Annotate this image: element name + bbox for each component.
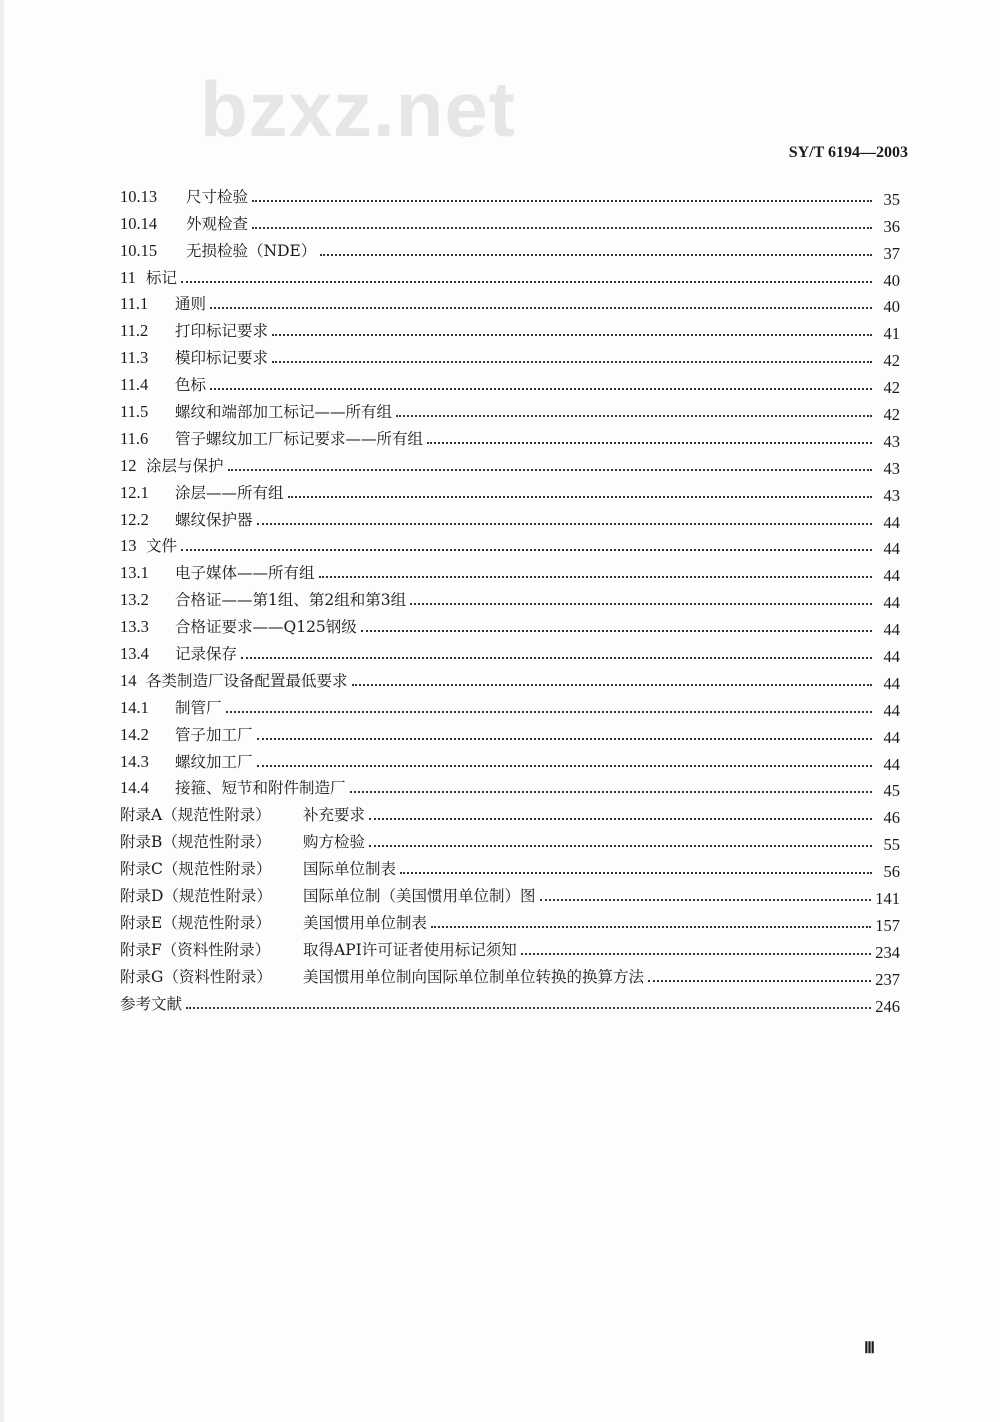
toc-entry-title: 国际单位制表 xyxy=(303,860,397,879)
dot-leader xyxy=(288,496,872,498)
toc-entry-page: 44 xyxy=(883,566,900,586)
dot-leader xyxy=(352,684,872,686)
toc-entry[interactable] xyxy=(120,798,900,828)
toc-entry-number: 14 xyxy=(120,670,137,690)
toc-entry-page: 44 xyxy=(883,620,900,640)
toc-entry-title: 色标 xyxy=(175,376,207,395)
toc-entry-title: 取得API许可证者使用标记须知 xyxy=(303,940,517,959)
toc-entry-title: 管子螺纹加工厂标记要求——所有组 xyxy=(175,429,424,448)
toc-entry-page: 234 xyxy=(875,942,900,962)
toc-entry-title: 打印标记要求 xyxy=(175,322,269,341)
toc-entry[interactable] xyxy=(120,852,900,882)
toc-entry-number: 14.2 xyxy=(120,724,149,744)
toc-entry-number: 11.3 xyxy=(120,348,149,368)
toc-entry-title: 涂层——所有组 xyxy=(175,483,284,502)
toc-entry-title: 标记 xyxy=(146,268,178,287)
toc-entry-number: 11.6 xyxy=(120,428,149,448)
toc-entry-title: 螺纹保护器 xyxy=(175,510,253,529)
dot-leader xyxy=(350,791,872,793)
toc-entry[interactable] xyxy=(120,422,900,449)
page-number: Ⅲ xyxy=(864,1340,876,1357)
toc-entry-number: 11.4 xyxy=(120,375,149,395)
toc-entry[interactable] xyxy=(120,207,900,234)
toc-entry-number: 12 xyxy=(120,455,137,475)
toc-entry[interactable] xyxy=(120,987,900,1014)
toc-entry[interactable] xyxy=(120,314,900,344)
dot-leader xyxy=(648,980,871,982)
toc-entry-number: 13.2 xyxy=(120,590,149,610)
table-of-contents xyxy=(120,180,900,1014)
toc-entry-title: 购方检验 xyxy=(303,833,366,852)
toc-entry-page: 40 xyxy=(883,297,900,317)
toc-entry-number: 附录A（规范性附录） xyxy=(120,806,271,825)
toc-entry-number: 附录F（资料性附录） xyxy=(120,940,271,959)
toc-entry-page: 46 xyxy=(883,808,900,828)
toc-entry-page: 141 xyxy=(875,889,900,909)
toc-entry-page: 157 xyxy=(875,915,900,935)
toc-entry-number: 10.14 xyxy=(120,213,158,233)
toc-entry-page: 43 xyxy=(883,458,900,478)
toc-entry[interactable] xyxy=(120,476,900,503)
dot-leader xyxy=(181,549,872,551)
toc-entry[interactable] xyxy=(120,879,900,909)
toc-entry-page: 35 xyxy=(883,189,900,209)
toc-entry-number: 11.1 xyxy=(120,294,149,314)
dot-leader xyxy=(369,818,872,820)
toc-entry-title: 各类制造厂设备配置最低要求 xyxy=(146,671,348,690)
toc-entry[interactable] xyxy=(120,637,900,667)
toc-entry-page: 246 xyxy=(875,996,900,1016)
toc-entry[interactable] xyxy=(120,261,900,288)
dot-leader xyxy=(320,254,872,256)
toc-entry-page: 42 xyxy=(883,378,900,398)
standard-code: SY/T 6194—2003 xyxy=(788,144,908,161)
toc-entry-title: 参考文献 xyxy=(120,994,183,1013)
toc-entry[interactable] xyxy=(120,341,900,371)
toc-entry[interactable] xyxy=(120,583,900,613)
toc-entry-page: 43 xyxy=(883,431,900,451)
toc-entry-number: 11.2 xyxy=(120,321,149,341)
dot-leader xyxy=(431,926,871,928)
toc-entry-number: 13.3 xyxy=(120,617,149,637)
toc-entry[interactable] xyxy=(120,718,900,745)
toc-entry-page: 45 xyxy=(883,781,900,801)
toc-entry-page: 237 xyxy=(875,969,900,989)
toc-entry-page: 55 xyxy=(883,835,900,855)
toc-entry-number: 11 xyxy=(120,267,136,287)
toc-entry[interactable] xyxy=(120,368,900,398)
toc-entry[interactable] xyxy=(120,180,900,207)
toc-entry-title: 模印标记要求 xyxy=(175,349,269,368)
watermark: bzxz.net xyxy=(200,65,516,153)
dot-leader xyxy=(319,576,872,578)
toc-entry-title: 外观检查 xyxy=(186,214,249,233)
toc-entry-page: 41 xyxy=(883,324,900,344)
toc-entry-page: 42 xyxy=(883,405,900,425)
toc-entry-page: 44 xyxy=(883,539,900,559)
toc-entry-page: 44 xyxy=(883,727,900,747)
toc-entry-title: 美国惯用单位制向国际单位制单位转换的换算方法 xyxy=(303,967,645,986)
toc-entry-title: 国际单位制（美国惯用单位制）图 xyxy=(303,887,536,906)
scan-edge xyxy=(0,0,4,1422)
toc-entry-page: 44 xyxy=(883,754,900,774)
toc-entry-page: 44 xyxy=(883,512,900,532)
toc-entry-number: 12.1 xyxy=(120,482,149,502)
dot-leader xyxy=(427,442,872,444)
toc-entry-number: 14.1 xyxy=(120,697,149,717)
toc-entry-number: 10.15 xyxy=(120,240,158,260)
dot-leader xyxy=(252,200,872,202)
dot-leader xyxy=(540,899,872,901)
toc-entry-title: 无损检验（NDE） xyxy=(186,241,317,260)
toc-entry-page: 43 xyxy=(883,485,900,505)
toc-entry-page: 56 xyxy=(883,862,900,882)
toc-entry-number: 附录C（规范性附录） xyxy=(120,860,272,879)
toc-entry-title: 接箍、短节和附件制造厂 xyxy=(175,779,346,798)
toc-entry[interactable] xyxy=(120,772,900,799)
toc-entry-title: 文件 xyxy=(146,537,178,556)
dot-leader xyxy=(252,227,872,229)
toc-entry[interactable] xyxy=(120,906,900,933)
dot-leader xyxy=(226,711,872,713)
toc-entry-number: 13.1 xyxy=(120,563,149,583)
dot-leader xyxy=(521,953,872,955)
toc-entry-number: 11.5 xyxy=(120,402,149,422)
toc-entry[interactable] xyxy=(120,960,900,987)
dot-leader xyxy=(228,469,872,471)
dot-leader xyxy=(241,657,872,659)
toc-entry-page: 44 xyxy=(883,700,900,720)
dot-leader xyxy=(361,630,872,632)
toc-entry-title: 螺纹和端部加工标记——所有组 xyxy=(175,403,393,422)
toc-entry[interactable] xyxy=(120,556,900,586)
toc-entry[interactable] xyxy=(120,664,900,691)
dot-leader xyxy=(186,1007,871,1009)
toc-entry-title: 电子媒体——所有组 xyxy=(175,564,315,583)
toc-entry-number: 10.13 xyxy=(120,186,158,206)
toc-entry-title: 尺寸检验 xyxy=(186,187,249,206)
toc-entry-page: 37 xyxy=(883,243,900,263)
toc-entry-title: 制管厂 xyxy=(175,698,222,717)
toc-entry[interactable] xyxy=(120,503,900,530)
toc-entry-number: 附录B（规范性附录） xyxy=(120,833,271,852)
toc-entry[interactable] xyxy=(120,745,900,772)
toc-entry[interactable] xyxy=(120,288,900,315)
dot-leader xyxy=(257,738,872,740)
dot-leader xyxy=(272,361,872,363)
toc-entry[interactable] xyxy=(120,395,900,425)
toc-entry[interactable] xyxy=(120,691,900,718)
dot-leader xyxy=(396,415,872,417)
toc-entry-title: 通则 xyxy=(175,295,207,314)
toc-entry-title: 补充要求 xyxy=(303,806,366,825)
toc-entry-number: 14.3 xyxy=(120,751,149,771)
toc-entry-title: 合格证——第1组、第2组和第3组 xyxy=(175,591,407,610)
toc-entry[interactable] xyxy=(120,234,900,261)
dot-leader xyxy=(181,281,872,283)
toc-entry-title: 记录保存 xyxy=(175,645,238,664)
dot-leader xyxy=(410,603,872,605)
dot-leader xyxy=(400,872,872,874)
toc-entry-page: 42 xyxy=(883,351,900,371)
toc-entry-number: 13 xyxy=(120,536,137,556)
toc-entry-title: 涂层与保护 xyxy=(146,456,224,475)
toc-entry-title: 螺纹加工厂 xyxy=(175,752,253,771)
toc-entry-number: 附录E（规范性附录） xyxy=(120,913,271,932)
toc-entry-title: 美国惯用单位制表 xyxy=(303,913,428,932)
toc-entry-page: 44 xyxy=(883,593,900,613)
toc-entry-number: 14.4 xyxy=(120,778,149,798)
toc-entry-page: 44 xyxy=(883,647,900,667)
toc-entry-number: 附录D（规范性附录） xyxy=(120,887,272,906)
toc-entry-title: 合格证要求——Q125钢级 xyxy=(175,618,357,637)
dot-leader xyxy=(272,334,872,336)
toc-entry[interactable] xyxy=(120,449,900,476)
toc-entry[interactable] xyxy=(120,825,900,855)
dot-leader xyxy=(210,307,872,309)
toc-entry-page: 36 xyxy=(883,216,900,236)
toc-entry-number: 附录G（资料性附录） xyxy=(120,967,272,986)
toc-entry[interactable] xyxy=(120,530,900,557)
dot-leader xyxy=(257,523,872,525)
toc-entry[interactable] xyxy=(120,933,900,960)
toc-entry[interactable] xyxy=(120,610,900,640)
dot-leader xyxy=(369,845,872,847)
toc-entry-page: 44 xyxy=(883,673,900,693)
dot-leader xyxy=(257,765,872,767)
toc-entry-title: 管子加工厂 xyxy=(175,725,253,744)
toc-entry-number: 12.2 xyxy=(120,509,149,529)
toc-entry-number: 13.4 xyxy=(120,644,149,664)
dot-leader xyxy=(210,388,872,390)
toc-entry-page: 40 xyxy=(883,270,900,290)
